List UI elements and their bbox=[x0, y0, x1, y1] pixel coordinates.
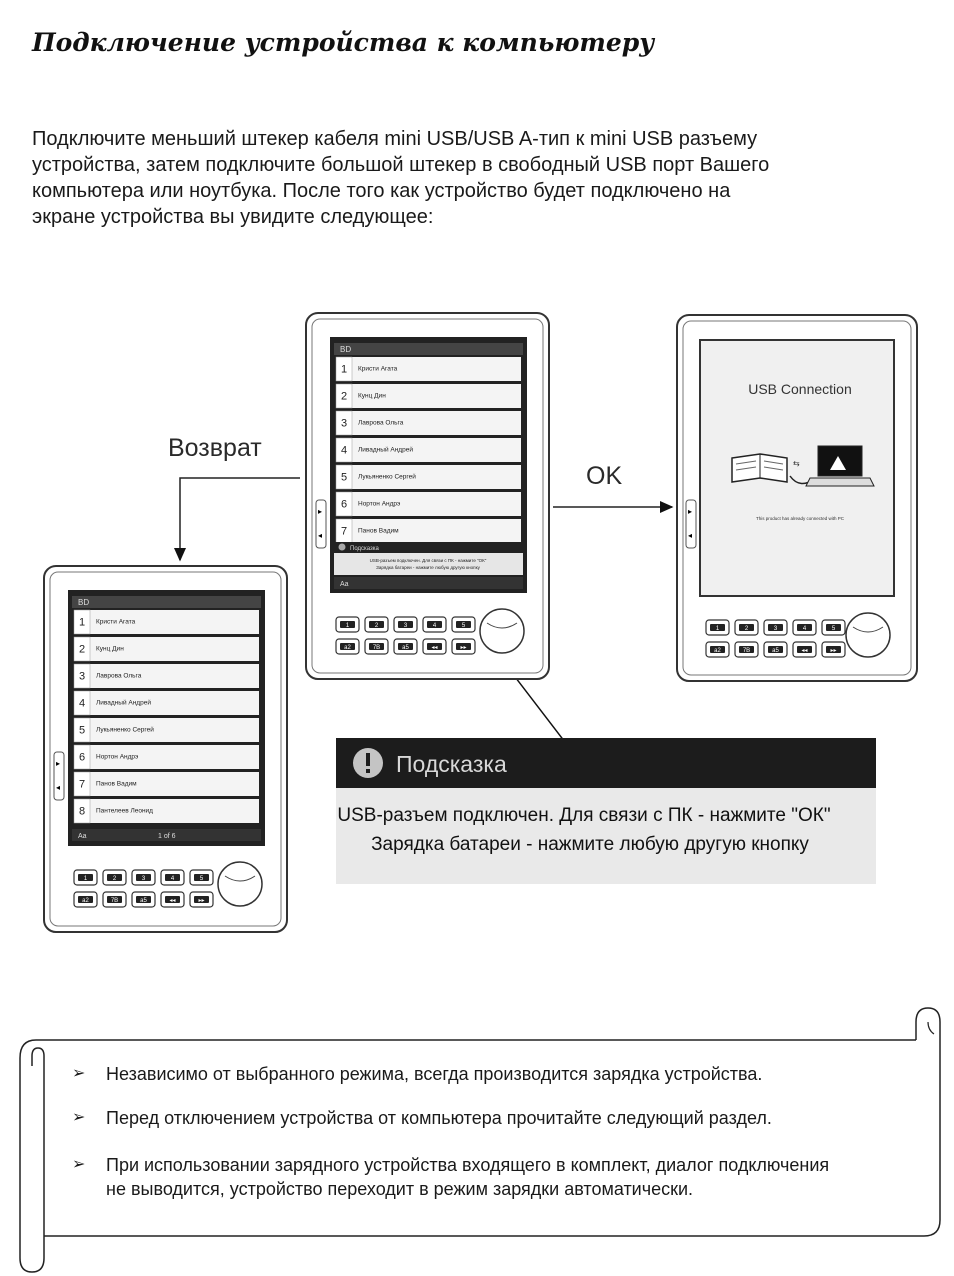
keypad-key-label: ▸▸ bbox=[460, 645, 467, 651]
note-item bbox=[72, 1153, 832, 1201]
usb-screen-message: This product has already connected with PC bbox=[755, 516, 845, 521]
intro-line: экране устройства вы увидите следующее: bbox=[32, 206, 434, 228]
list-item-label: Нортон Андрэ bbox=[96, 753, 139, 761]
list-item-label: Кунц Дин bbox=[96, 645, 124, 653]
ereader-device-popup bbox=[306, 313, 549, 679]
svg-text:1 of 6: 1 of 6 bbox=[158, 833, 176, 840]
list-item-label: Панов Вадим bbox=[358, 527, 399, 535]
ereader-device-list bbox=[44, 566, 287, 932]
svg-text:⇆: ⇆ bbox=[793, 459, 800, 468]
keypad-key-label: 3 bbox=[403, 623, 408, 629]
usb-screen-title: USB Connection bbox=[748, 381, 852, 397]
list-item-label: Лаврова Ольга bbox=[358, 419, 404, 427]
note-item bbox=[72, 1062, 922, 1086]
list-item-number: 6 bbox=[79, 751, 86, 764]
keypad-key-label: a5 bbox=[140, 898, 147, 904]
list-item-number: 3 bbox=[79, 670, 86, 683]
list-item-number: 7 bbox=[79, 778, 86, 791]
nav-dial bbox=[480, 609, 524, 653]
intro-line: компьютера или ноутбука. После того как устройство будет подключено на bbox=[32, 180, 731, 202]
keypad-key-label: 5 bbox=[831, 626, 836, 632]
list-item-number: 6 bbox=[341, 498, 348, 511]
keypad-key-label: 1 bbox=[715, 626, 720, 632]
nav-dial bbox=[218, 862, 262, 906]
keypad-key-label: ◂◂ bbox=[169, 898, 176, 904]
note-text: Перед отключением устройства от компьютера прочитайте следующий раздел. bbox=[106, 1108, 772, 1128]
keypad-key-label: 1 bbox=[83, 876, 88, 882]
list-item-label: Лаврова Ольга bbox=[96, 672, 142, 680]
list-item-number: 2 bbox=[79, 643, 86, 656]
keypad-key-label: a2 bbox=[344, 645, 351, 651]
svg-text:USB-разъем подключен. Для связ: USB-разъем подключен. Для связи с ПК - нажмите "ОК" bbox=[369, 558, 487, 563]
list-item-label: Панов Вадим bbox=[96, 780, 137, 788]
keypad-key-label: 3 bbox=[141, 876, 146, 882]
screen-header: BD bbox=[78, 598, 90, 607]
list-item-number: 3 bbox=[341, 417, 348, 430]
keypad-key-label: 7B bbox=[372, 645, 381, 651]
note-text: При использовании зарядного устройства входящего в комплект, диалог подключения не выводится, устройство переходит в режим зарядки автоматически. bbox=[106, 1155, 830, 1199]
note-scroll-frame bbox=[20, 1008, 940, 1272]
keypad-key-label: 2 bbox=[744, 626, 749, 632]
arrow-bullet-icon: ➢ bbox=[72, 1109, 86, 1126]
keypad-key-label: 1 bbox=[345, 623, 350, 629]
hint-dialog-zoom bbox=[336, 738, 876, 884]
svg-text:Aa: Aa bbox=[78, 833, 87, 840]
arrow-bullet-icon: ➢ bbox=[72, 1156, 86, 1173]
keypad-key-label: ▸▸ bbox=[198, 898, 205, 904]
list-item-label: Лукьяненко Сергей bbox=[96, 726, 154, 734]
hint-title: Подсказка bbox=[396, 751, 507, 777]
page-title: Подключение устройства к компьютеру bbox=[32, 28, 655, 57]
keypad-key-label: a2 bbox=[82, 898, 89, 904]
svg-text:Зарядка батареи - нажмите любу: Зарядка батареи - нажмите любую другую кнопку bbox=[376, 565, 480, 570]
keypad-key-label: 5 bbox=[461, 623, 466, 629]
keypad-key-label: ▸▸ bbox=[830, 648, 837, 654]
list-item-label: Ливадный Андрей bbox=[358, 446, 413, 454]
keypad-key-label: 7B bbox=[110, 898, 119, 904]
popup-title: Подсказка bbox=[350, 546, 379, 552]
intro-line: Подключите меньший штекер кабеля mini USB/USB A-тип к mini USB разъему bbox=[32, 128, 758, 150]
list-item-label: Кристи Агата bbox=[358, 365, 398, 373]
keypad-key-label: a5 bbox=[772, 648, 779, 654]
warning-icon bbox=[339, 544, 346, 551]
keypad-key-label: 4 bbox=[432, 623, 437, 629]
keypad-key-label: 4 bbox=[802, 626, 807, 632]
page-up-icon: ▸ bbox=[688, 507, 693, 516]
note-text: Независимо от выбранного режима, всегда производится зарядка устройства. bbox=[106, 1064, 763, 1084]
arrow-bullet-icon: ➢ bbox=[72, 1065, 86, 1082]
keypad-key-label: a2 bbox=[714, 648, 721, 654]
list-item-label: Пантелеев Леонид bbox=[96, 807, 153, 815]
intro-line: устройства, затем подключите большой штекер в свободный USB порт Вашего bbox=[32, 154, 770, 176]
book-icon bbox=[732, 454, 787, 482]
nav-dial bbox=[846, 613, 890, 657]
list-item-number: 5 bbox=[79, 724, 86, 737]
page-down-icon: ◂ bbox=[318, 531, 323, 540]
svg-text:BD: BD bbox=[340, 345, 352, 354]
ereader-device-usb bbox=[677, 315, 917, 681]
keypad-key-label: 2 bbox=[112, 876, 117, 882]
page-up-icon: ▸ bbox=[318, 507, 323, 516]
keypad-key-label: 7B bbox=[742, 648, 751, 654]
back-label: Возврат bbox=[168, 434, 262, 462]
list-item-number: 8 bbox=[79, 805, 86, 818]
list-item-label: Ливадный Андрей bbox=[96, 699, 151, 707]
keypad-key-label: a5 bbox=[402, 645, 409, 651]
back-arrow bbox=[180, 478, 300, 560]
hint-line-1: USB-разъем подключен. Для связи с ПК - нажмите "ОК" bbox=[337, 805, 831, 826]
list-item-number: 1 bbox=[341, 363, 348, 376]
list-item-number: 7 bbox=[341, 525, 348, 538]
hint-line-2: Зарядка батареи - нажмите любую другую кнопку bbox=[371, 834, 809, 855]
keypad-key-label: 2 bbox=[374, 623, 379, 629]
page-up-icon: ▸ bbox=[56, 759, 61, 768]
keypad-key-label: ◂◂ bbox=[431, 645, 438, 651]
list-item-number: 1 bbox=[79, 616, 86, 629]
list-item-number: 2 bbox=[341, 390, 348, 403]
keypad-key-label: 5 bbox=[199, 876, 204, 882]
ok-label: OK bbox=[586, 462, 623, 490]
list-item-label: Лукьяненко Сергей bbox=[358, 473, 416, 481]
svg-text:Aa: Aa bbox=[340, 581, 349, 588]
list-item-label: Кунц Дин bbox=[358, 392, 386, 400]
keypad-key-label: 4 bbox=[170, 876, 175, 882]
list-item-number: 4 bbox=[341, 444, 348, 457]
keypad-key-label: ◂◂ bbox=[801, 648, 808, 654]
list-item-number: 5 bbox=[341, 471, 348, 484]
page-down-icon: ◂ bbox=[56, 783, 61, 792]
list-item-label: Нортон Андрэ bbox=[358, 500, 401, 508]
list-item-number: 4 bbox=[79, 697, 86, 710]
note-item bbox=[72, 1106, 922, 1130]
list-item-label: Кристи Агата bbox=[96, 618, 136, 626]
keypad-key-label: 3 bbox=[773, 626, 778, 632]
page-down-icon: ◂ bbox=[688, 531, 693, 540]
